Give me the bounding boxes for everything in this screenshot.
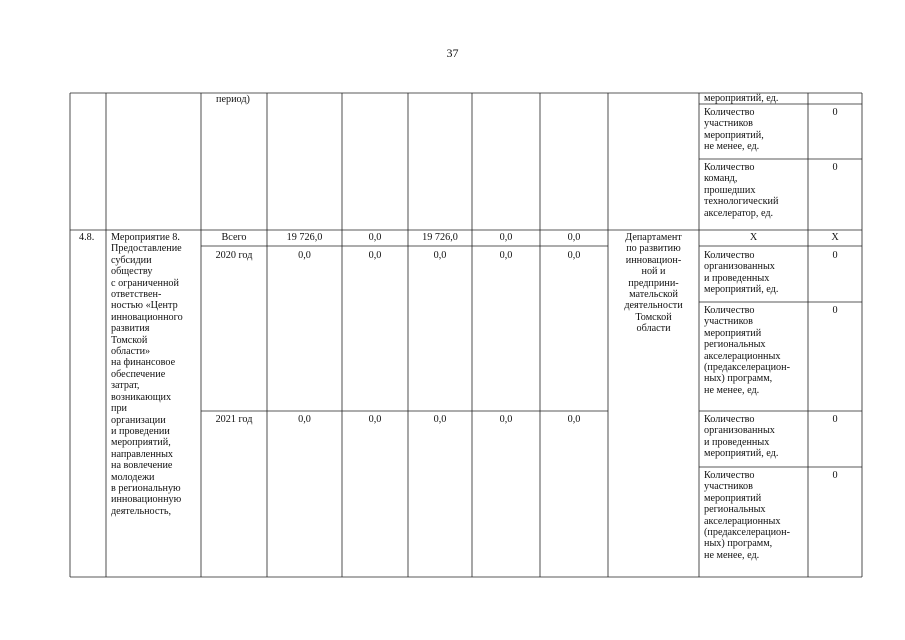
- indicator-value: 0: [832, 305, 838, 316]
- amount-cell: 19 726,0: [286, 232, 323, 243]
- indicator-value: 0: [832, 162, 838, 173]
- amount-cell: 0,0: [298, 250, 311, 261]
- amount-cell: 0,0: [368, 232, 382, 243]
- amount-cell: 0,0: [368, 414, 382, 425]
- amount-cell: 0,0: [368, 250, 382, 261]
- indicator-text: Количество участников мероприятий, не менее, ед.: [704, 107, 764, 153]
- executor: Департамент по развитию инновацион- ной и предприни- мательской деятельности Томской области: [624, 232, 683, 335]
- indicator-text: мероприятий, ед.: [704, 93, 779, 104]
- period-label: 2020 год: [215, 250, 253, 261]
- indicator-value: 0: [832, 414, 838, 425]
- period-label: 2021 год: [215, 414, 253, 425]
- amount-cell: 0,0: [298, 414, 311, 425]
- amount-cell: 19 726,0: [422, 232, 458, 243]
- period-tail: период): [216, 94, 250, 105]
- indicator-text: Количество организованных и проведенных мероприятий, ед.: [704, 250, 779, 296]
- amount-cell: 0,0: [567, 250, 581, 261]
- indicator-text: Х: [749, 232, 758, 243]
- amount-cell: 0,0: [567, 414, 581, 425]
- indicator-value: 0: [832, 470, 838, 481]
- period-label: Всего: [221, 232, 247, 243]
- page-number: 37: [446, 46, 459, 60]
- item-description: Мероприятие 8. Предоставление субсидии обществу с ограниченной ответствен- ностью «Центр инновационного развития Томской области» на финансовое обеспечение затрат, возникающих при организации и проведении мероприятий, направленных на вовлечение молодежи в региональную инновационную деятельность,: [111, 232, 183, 517]
- amount-cell: 0,0: [433, 414, 447, 425]
- item-number: 4.8.: [79, 232, 95, 243]
- amount-cell: 0,0: [433, 250, 447, 261]
- indicator-text: Количество участников мероприятий региональных акселерационных (предакселерацион- ных) программ, не менее, ед.: [704, 305, 790, 396]
- indicator-text: Количество организованных и проведенных мероприятий, ед.: [704, 414, 779, 460]
- indicator-value: 0: [832, 107, 838, 118]
- amount-cell: 0,0: [499, 250, 513, 261]
- indicator-value: 0: [832, 250, 838, 261]
- indicator-text: Количество команд, прошедших технологический акселератор, ед.: [704, 162, 779, 219]
- amount-cell: 0,0: [567, 232, 581, 243]
- amount-cell: 0,0: [499, 414, 513, 425]
- amount-cell: 0,0: [499, 232, 513, 243]
- indicator-value: Х: [831, 232, 839, 243]
- indicator-text: Количество участников мероприятий региональных акселерационных (предакселерацион- ных) программ, не менее, ед.: [704, 470, 790, 561]
